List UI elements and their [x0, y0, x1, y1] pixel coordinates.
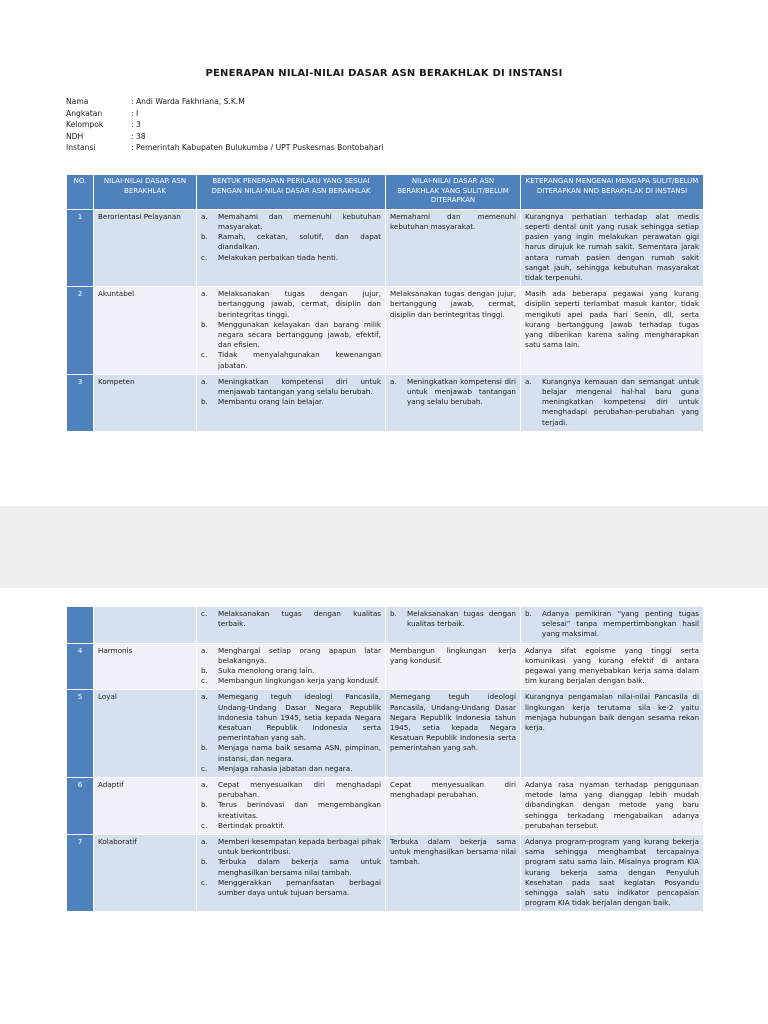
row-number: 7	[67, 835, 94, 912]
list-item	[201, 878, 381, 898]
list-marker: a.	[525, 376, 532, 386]
list-text: Meningkatkan kompetensi diri untuk menjawab tantangan yang selalu berubah.	[218, 376, 381, 397]
list-item	[201, 377, 381, 397]
list-marker: a.	[201, 211, 208, 221]
table-row	[67, 835, 704, 912]
lettered-list	[201, 646, 381, 687]
list-item	[201, 743, 381, 763]
value-name	[94, 607, 197, 644]
list-marker: c.	[201, 877, 208, 887]
list-text: Terus berinovasi dan mengembangkan kreativitas.	[218, 800, 381, 820]
behavior-cell	[197, 778, 386, 835]
value-name: Harmonis	[94, 643, 197, 690]
behavior-cell	[197, 209, 386, 286]
info-row-nama	[66, 96, 384, 108]
list-marker: a.	[201, 376, 208, 386]
row-number: 2	[67, 287, 94, 375]
table-row-continuation	[67, 607, 704, 644]
value-name: Berorientasi Pelayanan	[94, 209, 197, 286]
not-applied-cell: Terbuka dalam bekerja sama untuk menghasilkan bersama nilai tambah.	[386, 835, 521, 912]
lettered-list	[525, 377, 699, 428]
list-text: Menjaga rahasia jabatan dan negara.	[218, 763, 353, 773]
value-name: Kolaboratif	[94, 835, 197, 912]
not-applied-cell: Memegang teguh ideologi Pancasila, Undang-Undang Dasar Negara Republik Indonesia tahun 1945, setia kepada Negara Kesatuan Republik Indonesia serta pemerintahan yang sah.	[386, 690, 521, 778]
behavior-cell	[197, 835, 386, 912]
list-text: Ramah, cekatan, solutif, dan dapat diandalkan.	[218, 232, 381, 252]
list-text: Membangun lingkungan kerja yang kondusif.	[218, 676, 380, 686]
page-break	[0, 506, 768, 588]
value-name: Adaptif	[94, 778, 197, 835]
list-marker: a.	[390, 376, 397, 386]
lettered-list	[390, 377, 516, 408]
list-item	[201, 857, 381, 877]
info-value: : Pemerintah Kabupaten Bulukumba / UPT Puskesmas Bontobahari	[131, 143, 384, 153]
info-row-instansi	[66, 142, 384, 154]
explanation-cell: Kurangnya pengamalan nilai-nilai Pancasila di lingkungan kerja terutama sila ke-2 yaitu menjaga hubungan baik dengan sesama rekan kerja.	[521, 690, 704, 778]
behavior-cell	[197, 374, 386, 431]
lettered-list	[201, 212, 381, 263]
list-marker: b.	[201, 666, 208, 676]
info-label: Instansi	[66, 143, 96, 153]
identity-block	[66, 96, 384, 154]
list-marker: c.	[201, 763, 208, 773]
list-marker: a.	[201, 289, 208, 299]
list-text: Cepat menyesuaikan diri menghadapi perubahan.	[218, 780, 381, 800]
list-item	[390, 609, 516, 629]
values-table-page-2	[66, 606, 704, 912]
info-value: : 3	[131, 120, 141, 130]
list-text: Menggerakkan pemanfaatan berbagai sumber daya untuk tujuan bersama.	[218, 877, 381, 898]
row-number: 1	[67, 209, 94, 286]
list-text: Menggunakan kelayakan dan barang milik negara secara bertanggung jawab, efektif, dan efisien.	[218, 319, 381, 350]
info-row-angkatan	[66, 108, 384, 120]
header-nilai: NILAI-NILAI DASAR ASN BERAKHLAK	[94, 175, 197, 210]
info-value: : I	[131, 108, 139, 118]
info-label: NDH	[66, 131, 84, 141]
list-item	[201, 800, 381, 820]
list-marker: c.	[201, 350, 208, 360]
list-text: Melaksanakan tugas dengan kualitas terbaik.	[218, 609, 381, 629]
list-text: Memahami dan memenuhi kebutuhan masyarakat.	[218, 211, 381, 231]
info-label: Angkatan	[66, 108, 103, 118]
header-bentuk: BENTUK PENERAPAN PERILAKU YANG SESUAI DENGAN NILAI-NILAI DASAR ASN BERAKHLAK	[197, 175, 386, 210]
list-marker: c.	[201, 609, 208, 618]
list-text: Membantu orang lain belajar.	[218, 397, 324, 407]
list-item	[201, 666, 381, 676]
row-number: 3	[67, 374, 94, 431]
lettered-list	[201, 780, 381, 831]
info-value: : Andi Warda Fakhriana, S.K.M	[131, 97, 245, 106]
list-item	[201, 397, 381, 407]
value-name: Kompeten	[94, 374, 197, 431]
table-row	[67, 778, 704, 835]
list-item	[390, 377, 516, 408]
lettered-list	[201, 377, 381, 408]
list-item	[201, 212, 381, 232]
row-number	[67, 607, 94, 644]
list-marker: c.	[201, 676, 208, 686]
list-marker: a.	[201, 692, 208, 702]
list-item	[525, 377, 699, 428]
explanation-cell: Adanya sifat egoisme yang tinggi serta komunikasi yang kurang efektif di antara pegawai yang menyebabkan kerja sama dalam tim kurang berjalan dengan baik.	[521, 643, 704, 690]
behavior-cell	[197, 690, 386, 778]
document-title: PENERAPAN NILAI-NILAI DASAR ASN BERAKHLAK DI INSTANSI	[205, 68, 563, 79]
info-label: Kelompok	[66, 120, 104, 130]
table-row	[67, 209, 704, 286]
lettered-list	[201, 692, 381, 774]
table-row	[67, 643, 704, 690]
list-marker: b.	[201, 319, 208, 329]
list-text: Bertindak proaktif.	[218, 820, 285, 830]
explanation-cell: Kurangnya perhatian terhadap alat medis seperti dental unit yang rusak sehingga setiap pasien yang ingin melakukan perawatan gigi harus dirujuk ke rumah sakit. Sementara jarak antara rumah pasien dengan rumah sakit sangat jauh, sehingga kebutuhan masyarakat tidak terpenuhi.	[521, 209, 704, 286]
list-text: Memegang teguh ideologi Pancasila, Undang-Undang Dasar Negara Republik Indonesia tahun 1945, setia kepada Negara Kesatuan Republik Indonesia serta pemerintahan yang sah.	[218, 692, 381, 743]
not-applied-cell: Cepat menyesuaikan diri menghadapi perubahan.	[386, 778, 521, 835]
list-marker: b.	[201, 743, 208, 753]
list-marker: c.	[201, 820, 208, 830]
list-text: Melaksanakan tugas dengan jujur, bertanggung jawab, cermat, disiplin dan berintegritas tinggi.	[218, 289, 381, 319]
list-marker: b.	[201, 857, 208, 867]
list-item	[201, 821, 381, 831]
info-value: : 38	[131, 131, 146, 141]
lettered-list	[201, 289, 381, 371]
list-text: Melaksanakan tugas dengan kualitas terbaik.	[407, 609, 516, 629]
list-marker: b.	[201, 232, 208, 242]
list-item	[201, 780, 381, 800]
lettered-list	[525, 609, 699, 640]
list-marker: b.	[201, 397, 208, 407]
list-item	[201, 232, 381, 252]
list-item	[525, 609, 699, 640]
list-text: Meningkatkan kompetensi diri untuk menjawab tantangan yang selalu berubah.	[407, 376, 516, 407]
row-number: 5	[67, 690, 94, 778]
list-item	[201, 253, 381, 263]
list-text: Menghargai setiap orang apapun latar belakangnya.	[218, 645, 381, 665]
behavior-cell	[197, 643, 386, 690]
not-applied-cell: Membangun lingkungan kerja yang kondusif.	[386, 643, 521, 690]
list-marker: b.	[390, 609, 397, 618]
info-row-kelompok	[66, 119, 384, 131]
lettered-list	[201, 837, 381, 898]
list-text: Kurangnya kemauan dan semangat untuk belajar mengenai hal-hal baru guna meningkatkan kompetensi diri untuk menghadapi perubahan-perubahan yang terjadi.	[542, 376, 699, 427]
list-text: Menjaga nama baik sesama ASN, pimpinan, instansi, dan negara.	[218, 743, 381, 763]
lettered-list	[390, 609, 516, 629]
list-marker: b.	[525, 609, 532, 618]
list-item	[201, 837, 381, 857]
info-row-ndh	[66, 131, 384, 143]
explanation-cell: Adanya program-program yang kurang bekerja sama sehingga menghambat tercapainya program satu sama lain. Misalnya program KIA kurang bekerja sama dengan Penyuluh Kesehatan pada saat kegiatan Posyandu sehingga salah satu indikator pencapaian program KIA tidak berjalan dengan baik.	[521, 835, 704, 912]
list-item	[201, 289, 381, 320]
value-name: Akuntabel	[94, 287, 197, 375]
list-text: Memberi kesempatan kepada berbagai pihak untuk berkontribusi.	[218, 837, 381, 857]
lettered-list	[201, 609, 381, 629]
explanation-cell	[521, 374, 704, 431]
explanation-cell	[521, 607, 704, 644]
header-no: NO.	[67, 175, 94, 210]
list-item	[201, 692, 381, 743]
not-applied-cell	[386, 374, 521, 431]
list-marker: c.	[201, 252, 208, 262]
behavior-cell	[197, 287, 386, 375]
row-number: 6	[67, 778, 94, 835]
list-item	[201, 350, 381, 370]
explanation-cell: Adanya rasa nyaman terhadap penggunaan metode lama yang dianggap lebih mudah dibandingkan dengan metode yang baru sehingga terkadang mengabaikan adanya perubahan tersebut.	[521, 778, 704, 835]
info-label: Nama	[66, 97, 89, 106]
list-item	[201, 609, 381, 629]
list-text: Suka menolong orang lain.	[218, 666, 315, 676]
table-row	[67, 374, 704, 431]
table-header-row	[67, 175, 704, 210]
list-item	[201, 764, 381, 774]
behavior-cell	[197, 607, 386, 644]
list-text: Tidak menyalahgunakan kewenangan jabatan.	[218, 350, 381, 370]
table-row	[67, 690, 704, 778]
list-item	[201, 646, 381, 666]
header-keterangan: KETERANGAN MENGENAI MENGAPA SULIT/BELUM DITERAPKAN NND BERAKHLAK DI INSTANSI	[521, 175, 704, 210]
not-applied-cell: Memahami dan memenuhi kebutuhan masyarakat.	[386, 209, 521, 286]
list-text: Terbuka dalam bekerja sama untuk menghasilkan bersama nilai tambah.	[218, 857, 381, 877]
table-row	[67, 287, 704, 375]
header-sulit: NILAI-NILAI DASAR ASN BERAKHLAK YANG SULIT/BELUM DITERAPKAN	[386, 175, 521, 210]
list-item	[201, 320, 381, 351]
list-text: Melakukan perbaikan tiada henti.	[218, 252, 339, 262]
value-name: Loyal	[94, 690, 197, 778]
not-applied-cell: Melaksanakan tugas dengan jujur, bertanggung jawab, cermat, disiplin dan berintegritas tinggi.	[386, 287, 521, 375]
list-marker: a.	[201, 645, 208, 655]
list-marker: b.	[201, 800, 208, 810]
explanation-cell: Masih ada beberapa pegawai yang kurang disiplin seperti terlambat masuk kantor, tidak mengikuti apel pada hari Senin, dll, serta kurang bertanggung jawab terhadap tugas yang diberikan karena saling mengharapkan satu sama lain.	[521, 287, 704, 375]
list-marker: a.	[201, 780, 208, 790]
not-applied-cell	[386, 607, 521, 644]
list-marker: a.	[201, 837, 208, 847]
list-item	[201, 676, 381, 686]
list-text: Adanya pemikiran “yang penting tugas selesai” tanpa mempertimbangkan hasil yang maksimal.	[542, 609, 699, 639]
values-table-page-1	[66, 174, 704, 432]
row-number: 4	[67, 643, 94, 690]
